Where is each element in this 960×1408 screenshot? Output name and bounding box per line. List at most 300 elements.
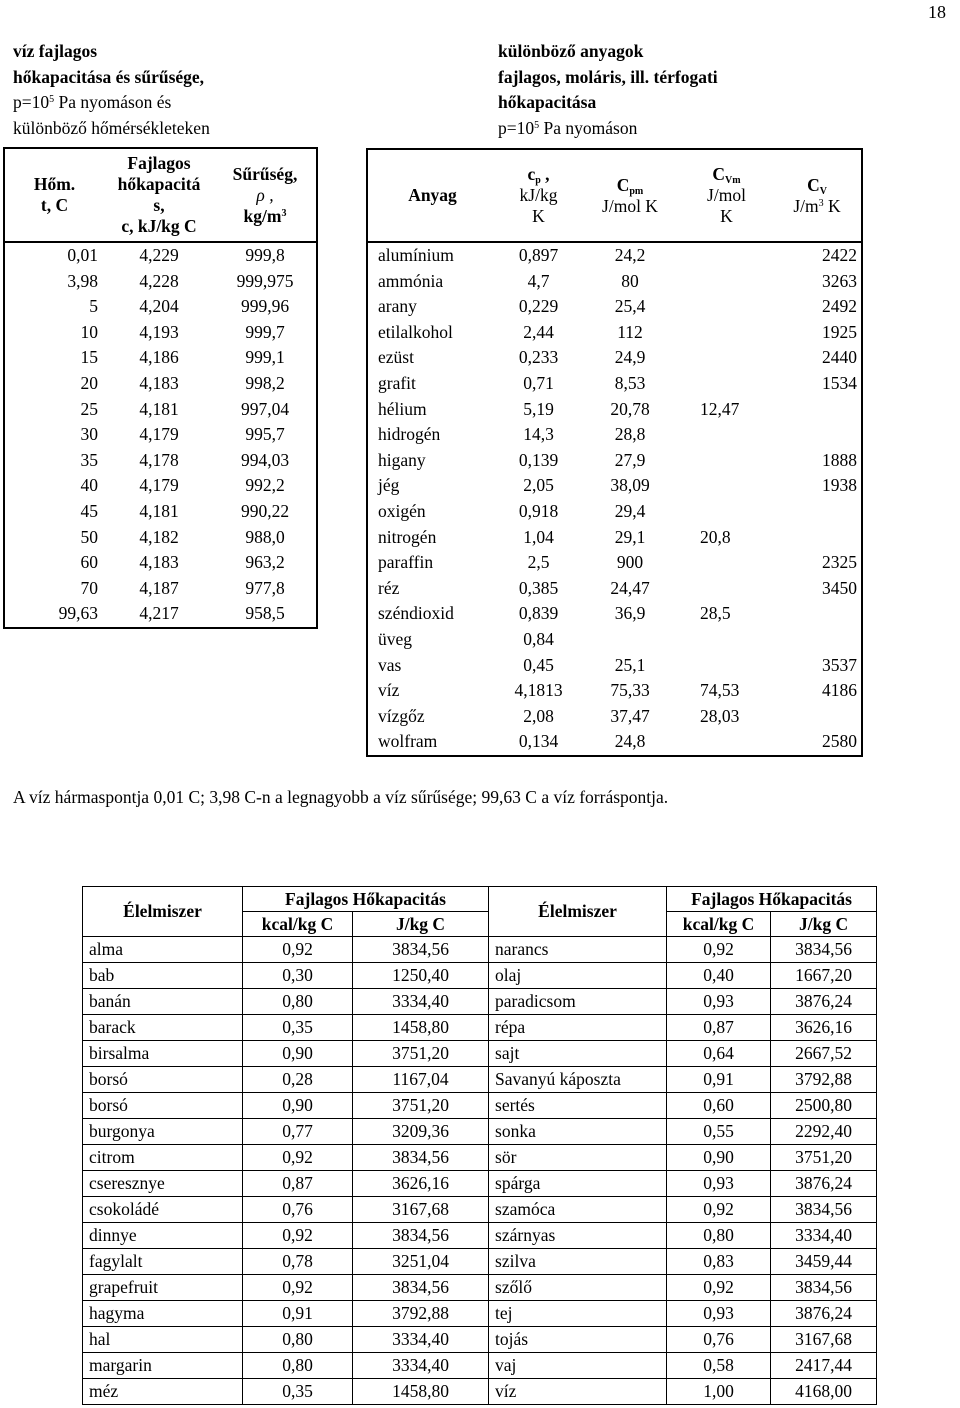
joule-cell: 3209,36 — [353, 1119, 489, 1145]
table-row — [83, 989, 877, 1015]
table-row — [4, 269, 317, 295]
cpm-cell: 29,4 — [614, 500, 646, 521]
table-row — [4, 294, 317, 320]
materials-caption-line: fajlagos, moláris, ill. térfogati — [498, 66, 718, 87]
pressure-exponent: 5 — [534, 119, 540, 131]
joule-cell: 2292,40 — [771, 1119, 877, 1145]
header-heat-capacity-left: Fajlagos Hőkapacitás — [243, 887, 489, 912]
density-cell: 992,2 — [245, 475, 285, 496]
table-row — [83, 1015, 877, 1041]
kcal-cell: 0,83 — [667, 1249, 771, 1275]
food-name-cell: burgonya — [83, 1119, 243, 1145]
header-line: ρ , — [256, 184, 274, 205]
table-row — [4, 320, 317, 346]
joule-cell: 3792,88 — [353, 1301, 489, 1327]
joule-cell: 1458,80 — [353, 1015, 489, 1041]
material-name-cell: nitrogén — [378, 526, 437, 547]
food-name-cell: borsó — [83, 1093, 243, 1119]
table-row — [367, 704, 862, 730]
cvm-cell — [680, 499, 773, 525]
table-row — [367, 448, 862, 474]
kcal-cell: 0,78 — [243, 1249, 353, 1275]
cv-cell: 1534 — [822, 372, 857, 393]
header-cv — [773, 149, 862, 242]
material-name-cell: paraffin — [378, 552, 434, 573]
temperature-cell: 70 — [80, 577, 98, 598]
table-row — [367, 576, 862, 602]
temperature-cell: 99,63 — [58, 603, 98, 624]
cv-cell — [773, 422, 862, 448]
joule-cell: 3876,24 — [771, 1171, 877, 1197]
header-line — [580, 175, 680, 196]
material-name-cell: etilalkohol — [378, 321, 453, 342]
kcal-cell: 0,76 — [243, 1197, 353, 1223]
cv-cell: 2422 — [822, 245, 857, 265]
specific-heat-cell: 4,186 — [139, 347, 179, 368]
header-heat-capacity-right: Fajlagos Hőkapacitás — [667, 887, 877, 912]
food-name-cell: dinnye — [83, 1223, 243, 1249]
joule-cell: 3334,40 — [771, 1223, 877, 1249]
cp-cell: 4,7 — [527, 270, 550, 291]
kcal-cell: 0,80 — [243, 1327, 353, 1353]
joule-cell: 3834,56 — [771, 937, 877, 963]
joule-cell: 3167,68 — [353, 1197, 489, 1223]
cvm-cell: 74,53 — [700, 680, 740, 701]
page-number: 18 — [928, 2, 946, 22]
kcal-cell: 0,90 — [667, 1145, 771, 1171]
kcal-cell: 0,58 — [667, 1353, 771, 1379]
specific-heat-cell: 4,181 — [139, 398, 179, 419]
food-name-cell: fagylalt — [83, 1249, 243, 1275]
kcal-cell: 1,00 — [667, 1379, 771, 1405]
temperature-cell: 30 — [80, 424, 98, 445]
cvm-cell — [680, 627, 773, 653]
table-row — [83, 1327, 877, 1353]
table-row — [4, 525, 317, 551]
food-name-cell: tej — [489, 1301, 667, 1327]
temperature-cell: 45 — [80, 500, 98, 521]
cp-cell: 5,19 — [523, 398, 554, 419]
subscript: p — [535, 175, 541, 186]
specific-heat-cell: 4,217 — [139, 603, 179, 624]
food-name-cell: szilva — [489, 1249, 667, 1275]
table-row — [4, 242, 317, 269]
table-row — [4, 371, 317, 397]
header-specific-heat — [104, 148, 214, 242]
header-line: Fajlagos — [127, 153, 191, 173]
header-line — [773, 196, 861, 217]
header-line: hőkapacitá — [117, 174, 201, 194]
water-note: A víz hármaspontja 0,01 C; 3,98 C-n a legnagyobb a víz sűrűsége; 99,63 C a víz forráspontja. — [13, 787, 669, 807]
kcal-cell: 0,90 — [243, 1093, 353, 1119]
table-row — [367, 678, 862, 704]
table-row — [367, 320, 862, 346]
unit: J/m — [793, 195, 819, 216]
joule-cell: 3834,56 — [353, 937, 489, 963]
header-cp — [497, 149, 580, 242]
cpm-cell: 38,09 — [610, 475, 650, 496]
header-line: s, — [153, 195, 165, 215]
material-name-cell: ezüst — [378, 347, 414, 368]
material-name-cell: víz — [378, 680, 400, 701]
cvm-cell — [680, 345, 773, 371]
food-name-cell: grapefruit — [83, 1275, 243, 1301]
kcal-cell: 0,92 — [243, 1223, 353, 1249]
density-cell: 998,2 — [245, 372, 285, 393]
header-joule-left: J/kg C — [353, 912, 489, 937]
table-header-row — [83, 887, 877, 912]
food-name-cell: narancs — [489, 937, 667, 963]
food-name-cell: banán — [83, 989, 243, 1015]
specific-heat-cell: 4,187 — [139, 577, 179, 598]
cpm-cell: 37,47 — [610, 705, 650, 726]
table-row — [83, 1171, 877, 1197]
cvm-cell — [680, 242, 773, 269]
material-name-cell: grafit — [378, 372, 416, 393]
cvm-cell: 12,47 — [700, 398, 740, 419]
food-name-cell: tojás — [489, 1327, 667, 1353]
cpm-cell: 75,33 — [610, 680, 650, 701]
cv-cell: 1888 — [822, 449, 857, 470]
header-line — [214, 206, 316, 227]
subscript: pm — [629, 185, 644, 197]
food-name-cell: sör — [489, 1145, 667, 1171]
cvm-cell — [680, 448, 773, 474]
kcal-cell: 0,92 — [243, 937, 353, 963]
table-row — [367, 242, 862, 269]
cp-cell: 4,1813 — [514, 680, 563, 701]
cv-cell — [773, 601, 862, 627]
temperature-cell: 35 — [80, 449, 98, 470]
joule-cell: 1167,04 — [353, 1067, 489, 1093]
kcal-cell: 0,93 — [667, 989, 771, 1015]
cv-cell: 3263 — [822, 270, 857, 291]
cpm-cell: 8,53 — [614, 372, 646, 393]
cvm-cell — [680, 473, 773, 499]
table-row — [367, 371, 862, 397]
temperature-cell: 20 — [80, 372, 98, 393]
material-name-cell: arany — [378, 296, 417, 317]
cp-cell: 1,04 — [523, 526, 554, 547]
density-cell: 999,7 — [245, 321, 285, 342]
table-row — [83, 1041, 877, 1067]
joule-cell: 3834,56 — [771, 1275, 877, 1301]
table-row — [83, 1379, 877, 1405]
table-row — [4, 448, 317, 474]
table-header-row — [4, 148, 317, 242]
joule-cell: 3251,04 — [353, 1249, 489, 1275]
cv-cell — [773, 397, 862, 423]
joule-cell: 3334,40 — [353, 1327, 489, 1353]
materials-heat-capacity-table — [366, 148, 863, 757]
joule-cell: 3876,24 — [771, 1301, 877, 1327]
header-line — [497, 164, 580, 185]
joule-cell: 2667,52 — [771, 1041, 877, 1067]
cvm-cell: 28,5 — [700, 603, 731, 624]
specific-heat-cell: 4,178 — [139, 449, 179, 470]
cpm-cell: 25,1 — [614, 654, 646, 675]
joule-cell: 3834,56 — [353, 1145, 489, 1171]
food-name-cell: csokoládé — [83, 1197, 243, 1223]
cpm-cell: 24,2 — [614, 245, 646, 265]
header-food-right: Élelmiszer — [489, 887, 667, 937]
kcal-cell: 0,92 — [667, 1197, 771, 1223]
material-name-cell: vízgőz — [378, 705, 425, 726]
cv-cell — [773, 499, 862, 525]
pressure-unit: Pa nyomáson és — [54, 92, 172, 112]
cvm-cell — [680, 653, 773, 679]
header-line: J/mol — [707, 185, 746, 205]
specific-heat-cell: 4,204 — [139, 296, 179, 317]
header-line — [773, 175, 861, 196]
joule-cell: 3167,68 — [771, 1327, 877, 1353]
food-name-cell: barack — [83, 1015, 243, 1041]
subscript: V — [819, 185, 827, 197]
cv-cell: 4186 — [822, 680, 857, 701]
food-name-cell: szamóca — [489, 1197, 667, 1223]
density-cell: 963,2 — [245, 552, 285, 573]
header-line: t, C — [40, 195, 69, 215]
header-line — [680, 164, 773, 185]
food-name-cell: spárga — [489, 1171, 667, 1197]
material-name-cell: higany — [378, 449, 426, 470]
kcal-cell: 0,92 — [667, 937, 771, 963]
header-material: Anyag — [367, 149, 497, 242]
table-row — [83, 1353, 877, 1379]
food-name-cell: szőlő — [489, 1275, 667, 1301]
kcal-cell: 0,93 — [667, 1171, 771, 1197]
cvm-cell — [680, 371, 773, 397]
temperature-cell: 5 — [89, 296, 98, 317]
cv-cell — [773, 627, 862, 653]
materials-table-caption — [498, 39, 718, 141]
density-cell: 988,0 — [245, 526, 285, 547]
cp-cell: 0,71 — [523, 372, 554, 393]
pressure-base: p=10 — [498, 117, 535, 138]
kcal-cell: 0,80 — [243, 1353, 353, 1379]
cvm-cell — [680, 550, 773, 576]
table-row — [83, 1093, 877, 1119]
food-name-cell: alma — [83, 937, 243, 963]
density-cell: 990,22 — [240, 500, 290, 521]
material-name-cell: vas — [378, 654, 402, 675]
specific-heat-cell: 4,179 — [139, 424, 179, 445]
kcal-cell: 0,91 — [667, 1067, 771, 1093]
food-name-cell: hagyma — [83, 1301, 243, 1327]
table-row — [367, 294, 862, 320]
table-row — [83, 1067, 877, 1093]
materials-caption-pressure — [498, 116, 718, 142]
water-caption-line: hőkapacitása és sűrűsége, — [13, 66, 205, 87]
density-cell: 977,8 — [245, 577, 285, 598]
cpm-cell: 20,78 — [610, 398, 650, 419]
joule-cell: 4168,00 — [771, 1379, 877, 1405]
cp-cell: 0,134 — [518, 731, 559, 752]
material-name-cell: széndioxid — [378, 603, 454, 624]
table-row — [367, 269, 862, 295]
header-kcal-left: kcal/kg C — [243, 912, 353, 937]
cpm-cell: 27,9 — [614, 449, 646, 470]
cvm-cell: 20,8 — [700, 526, 731, 547]
kcal-cell: 0,76 — [667, 1327, 771, 1353]
joule-cell: 1458,80 — [353, 1379, 489, 1405]
kcal-cell: 0,60 — [667, 1093, 771, 1119]
density-cell: 997,04 — [240, 398, 290, 419]
kcal-cell: 0,55 — [667, 1119, 771, 1145]
food-name-cell: citrom — [83, 1145, 243, 1171]
pressure-exponent: 5 — [49, 94, 55, 105]
specific-heat-cell: 4,193 — [139, 321, 179, 342]
table-row — [367, 550, 862, 576]
cpm-cell: 24,9 — [614, 347, 646, 368]
symbol: C — [616, 174, 630, 195]
cv-cell — [773, 525, 862, 551]
temperature-cell: 50 — [80, 526, 98, 547]
table-row — [367, 729, 862, 756]
header-cvm — [680, 149, 773, 242]
table-row — [83, 1275, 877, 1301]
kcal-cell: 0,87 — [243, 1171, 353, 1197]
table-row — [4, 473, 317, 499]
table-row — [83, 1119, 877, 1145]
table-row — [367, 345, 862, 371]
specific-heat-cell: 4,179 — [139, 475, 179, 496]
cv-cell: 2440 — [822, 347, 857, 368]
food-name-cell: hal — [83, 1327, 243, 1353]
table-row — [4, 601, 317, 628]
header-line: Sűrűség, — [232, 163, 298, 184]
temperature-cell: 10 — [80, 321, 98, 342]
specific-heat-cell: 4,183 — [139, 552, 179, 573]
cpm-cell — [580, 627, 680, 653]
cpm-cell: 24,47 — [610, 577, 650, 598]
cv-cell: 1925 — [822, 321, 857, 342]
table-row — [367, 627, 862, 653]
temperature-cell: 15 — [80, 347, 98, 368]
material-name-cell: hélium — [378, 398, 427, 419]
header-food-left: Élelmiszer — [83, 887, 243, 937]
temperature-cell: 60 — [80, 552, 98, 573]
header-joule-right: J/kg C — [771, 912, 877, 937]
cv-cell: 1938 — [822, 475, 857, 496]
kcal-cell: 0,77 — [243, 1119, 353, 1145]
specific-heat-cell: 4,228 — [139, 270, 179, 291]
pressure-unit: Pa nyomáson — [539, 117, 638, 138]
food-name-cell: paradicsom — [489, 989, 667, 1015]
cp-cell: 0,918 — [518, 500, 559, 521]
cp-cell: 0,229 — [518, 296, 559, 317]
kcal-cell: 0,92 — [243, 1275, 353, 1301]
kcal-cell: 0,40 — [667, 963, 771, 989]
header-line: c, kJ/kg C — [121, 216, 197, 236]
kcal-cell: 0,30 — [243, 963, 353, 989]
kcal-cell: 0,64 — [667, 1041, 771, 1067]
joule-cell: 3751,20 — [353, 1093, 489, 1119]
table-row — [4, 576, 317, 602]
pressure-base: p=10 — [13, 92, 50, 112]
symbol: , — [540, 164, 550, 184]
cv-cell: 2325 — [822, 552, 857, 573]
density-cell: 995,7 — [245, 424, 285, 445]
cp-cell: 0,233 — [518, 347, 559, 368]
materials-caption-line: hőkapacitása — [498, 92, 597, 112]
food-name-cell: birsalma — [83, 1041, 243, 1067]
table-header-row — [367, 149, 862, 242]
table-row — [4, 499, 317, 525]
header-line: Hőm. — [33, 174, 76, 194]
kcal-cell: 0,87 — [667, 1015, 771, 1041]
food-name-cell: borsó — [83, 1067, 243, 1093]
cv-cell — [773, 704, 862, 730]
table-row — [83, 1197, 877, 1223]
table-row — [83, 963, 877, 989]
cvm-cell: 28,03 — [700, 705, 740, 726]
water-caption-pressure — [13, 90, 210, 116]
table-row — [4, 345, 317, 371]
material-name-cell: réz — [378, 577, 400, 598]
food-name-cell: sajt — [489, 1041, 667, 1067]
cp-cell: 0,139 — [518, 449, 559, 470]
table-row — [367, 601, 862, 627]
table-row — [83, 1145, 877, 1171]
kcal-cell: 0,90 — [243, 1041, 353, 1067]
table-row — [367, 499, 862, 525]
joule-cell: 3751,20 — [771, 1145, 877, 1171]
joule-cell: 3459,44 — [771, 1249, 877, 1275]
density-cell: 958,5 — [245, 603, 285, 624]
specific-heat-cell: 4,182 — [139, 526, 179, 547]
joule-cell: 3876,24 — [771, 989, 877, 1015]
water-properties-table — [3, 147, 318, 629]
material-name-cell: oxigén — [378, 500, 426, 521]
joule-cell: 1667,20 — [771, 963, 877, 989]
cp-cell: 0,897 — [518, 245, 559, 265]
joule-cell: 3792,88 — [771, 1067, 877, 1093]
material-name-cell: wolfram — [378, 731, 438, 752]
food-name-cell: bab — [83, 963, 243, 989]
joule-cell: 3834,56 — [353, 1223, 489, 1249]
kcal-cell: 0,91 — [243, 1301, 353, 1327]
temperature-cell: 3,98 — [67, 270, 98, 291]
food-name-cell: olaj — [489, 963, 667, 989]
exponent: 3 — [818, 197, 824, 209]
cvm-cell — [680, 320, 773, 346]
water-caption-line: különböző hőmérsékleteken — [13, 117, 210, 138]
material-name-cell: jég — [378, 475, 400, 496]
cp-cell: 2,05 — [523, 475, 554, 496]
specific-heat-cell: 4,183 — [139, 372, 179, 393]
food-name-cell: cseresznye — [83, 1171, 243, 1197]
food-name-cell: sertés — [489, 1093, 667, 1119]
header-line: K — [720, 206, 733, 226]
joule-cell: 2417,44 — [771, 1353, 877, 1379]
cp-cell: 2,5 — [527, 552, 550, 573]
kcal-cell: 0,28 — [243, 1067, 353, 1093]
cpm-cell: 112 — [617, 321, 643, 342]
kcal-cell: 0,93 — [667, 1301, 771, 1327]
food-name-cell: margarin — [83, 1353, 243, 1379]
food-name-cell: szárnyas — [489, 1223, 667, 1249]
unit: K — [823, 195, 841, 216]
header-line: K — [532, 206, 545, 226]
table-row — [367, 473, 862, 499]
header-line: J/mol K — [602, 195, 658, 216]
joule-cell: 3751,20 — [353, 1041, 489, 1067]
joule-cell: 3626,16 — [353, 1171, 489, 1197]
specific-heat-cell: 4,181 — [139, 500, 179, 521]
food-name-cell: vaj — [489, 1353, 667, 1379]
kcal-cell: 0,80 — [667, 1223, 771, 1249]
